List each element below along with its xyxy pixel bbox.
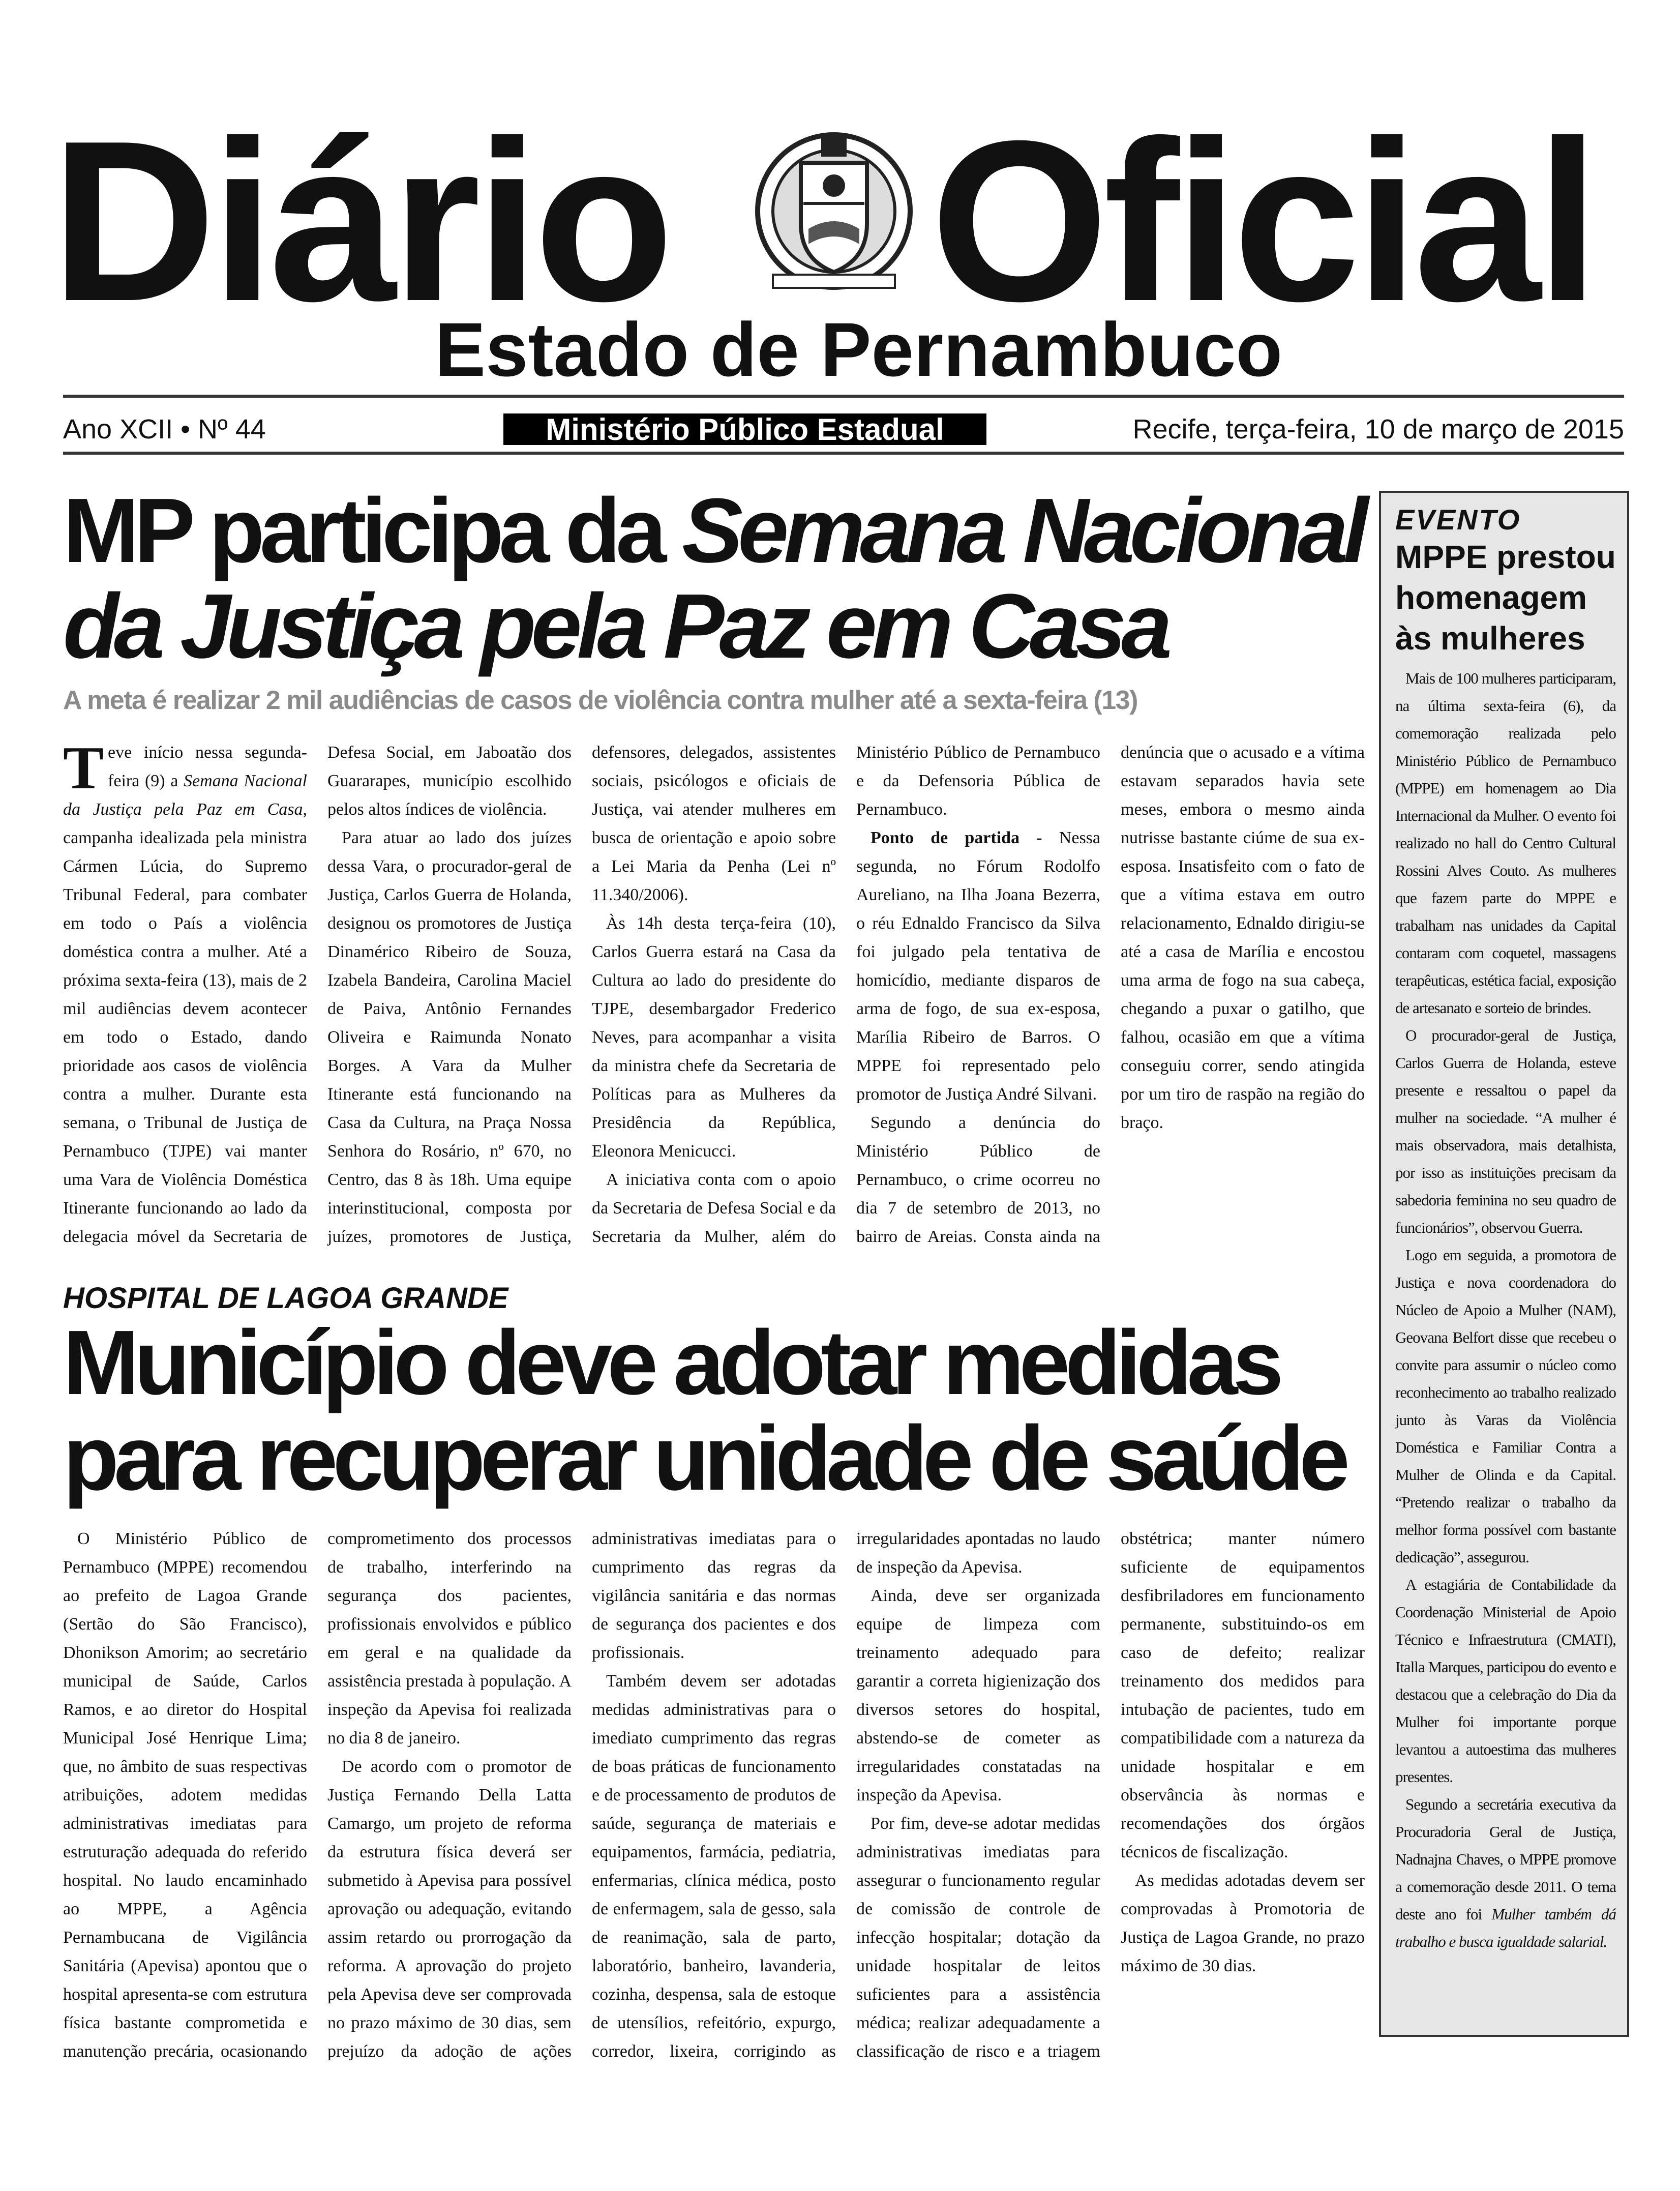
article1-body bbox=[63, 734, 1365, 1251]
article1-paragraph: A iniciativa conta com o apoio da Secretaria de Defesa Social e da Secretaria da Mulher, além do Ministério Público de Pernambuco e da Defensoria Pública de Pernambuco. bbox=[592, 743, 1100, 1246]
top-rule bbox=[63, 395, 1624, 398]
sidebar-paragraph: Mais de 100 mulheres participaram, na última sexta-feira (6), da comemoração realizada pelo Ministério Público de Pernambuco (MPPE) em homenagem ao Dia Internacional da Mulher. O evento foi realizado no hall do Centro Cultural Rossini Alves Couto. As mulheres que fazem parte do MPPE e trabalham nas unidades da Capital contaram com coquetel, massagens terapêuticas, estética facial, exposição de artesanato e sorteio de brindes. bbox=[1395, 669, 1616, 1017]
headline-italic-text: Semana Nacional bbox=[682, 480, 1364, 582]
article1-paragraph: Segundo a denúncia do Ministério Público de Pernambuco, o crime ocorreu no dia 7 de setembro de 2013, no bairro de Areias. Consta ainda na denúncia que o acusado e a vítima estavam separados havia sete meses, embora o mesmo ainda nutrisse bastante ciúme de sua ex-esposa. Insatisfeito com o fato de que a vítima estava em outro relacionamento, Ednaldo dirigiu-se até a casa de Marília e encostou uma arma de fogo na sua cabeça, chegando a puxar o gatilho, que falhou, ocasião em que a vítima conseguiu correr, sendo atingida por um tiro de raspão na região do braço. bbox=[856, 743, 1365, 1246]
sidebar-title-line: MPPE prestou bbox=[1395, 539, 1616, 575]
info-rule bbox=[63, 452, 1624, 455]
article2-kicker: HOSPITAL DE LAGOA GRANDE bbox=[63, 1282, 508, 1315]
section-banner bbox=[503, 413, 986, 445]
sidebar-title-line: às mulheres bbox=[1395, 620, 1585, 657]
article2-paragraph: De acordo com o promotor de Justiça Fernando Della Latta Camargo, um projeto de reforma da estrutura física deverá ser submetido à Apevisa para possível aprovação ou adequação, evitando assim retardo ou prorrogação da reforma. A aprovação do projeto pela Apevisa deve ser comprovada no prazo máximo de 30 dias, sem prejuízo da adoção de ações administrativas imediatas para o cumprimento das regras da vigilância sanitária e das normas de segurança dos pacientes e dos profissionais. bbox=[327, 1529, 836, 2061]
sidebar-paragraph: A estagiária de Contabilidade da Coordenação Ministerial de Apoio Técnico e Infraestrutura (CMATI), Italla Marques, participou do evento e destacou que a celebração do Dia da Mulher foi importante porque levantou a autoestima das mulheres presentes. bbox=[1395, 1576, 1616, 1786]
sidebar-paragraph: Logo em seguida, a promotora de Justiça e nova coordenadora do Núcleo de Apoio a Mulher (NAM), Geovana Belfort disse que recebeu o convite para assumir o núcleo como reconhecimento ao trabalho realizado junto às Varas da Violência Doméstica e Familiar Contra a Mulher de Olinda e da Capital. “Pretendo realizar o trabalho da melhor forma possível com bastante dedicação”, assegurou. bbox=[1395, 1246, 1616, 1566]
article2-paragraph: As medidas adotadas devem ser comprovadas à Promotoria de Justiça de Lagoa Grande, no prazo máximo de 30 dias. bbox=[1121, 1871, 1365, 1975]
sidebar-title-line: homenagem bbox=[1395, 579, 1587, 616]
article2-paragraph: O Ministério Público de Pernambuco (MPPE) recomendou ao prefeito de Lagoa Grande (Sertão do São Francisco), Dhonikson Amorim; ao secretário municipal de Saúde, Carlos Ramos, e ao diretor do Hospital Municipal José Henrique Lima; que, no âmbito de suas respectivas atribuições, adotem medidas administrativas imediatas para estruturação adequada do referido hospital. No laudo encaminhado ao MPPE, a Agência Pernambucana de Vigilância Sanitária (Apevisa) apontou que o hospital apresenta-se com estrutura física bastante comprometida e manutenção precária, ocasionando comprometimento dos processos de trabalho, interferindo na segurança dos pacientes, profissionais envolvidos e público em geral e na qualidade da assistência prestada à população. A inspeção da Apevisa foi realizada no dia 8 de janeiro. bbox=[63, 1529, 572, 2061]
article2-body bbox=[63, 1525, 1365, 2066]
publication-date: Recife, terça-feira, 10 de março de 2015 bbox=[1132, 414, 1624, 445]
article2-paragraph: Também devem ser adotadas medidas administrativas para o imediato cumprimento das regras de boas práticas de funcionamento e de processamento de produtos de saúde, segurança de materiais e equipamentos, farmácia, pediatria, enfermarias, clínica médica, posto de enfermagem, sala de gesso, sala de reanimação, sala de parto, laboratório, banheiro, lavanderia, cozinha, despensa, sala de estoque de utensílios, refeitório, expurgo, corredor, lixeira, corrigindo as irregularidades apontadas no laudo de inspeção da Apevisa. bbox=[592, 1529, 1100, 2061]
article1-paragraph: Ponto de partida - Nessa segunda, no Fórum Rodolfo Aureliano, na Ilha Joana Bezerra, o réu Ednaldo Francisco da Silva foi julgado pela tentativa de homicídio, mediante disparos de arma de fogo, de sua ex-esposa, Marília Ribeiro de Barros. O MPPE foi representado pelo promotor de Justiça André Silvani. bbox=[856, 828, 1101, 1104]
sidebar-paragraph: Segundo a secretária executiva da Procuradoria Geral de Justiça, Nadnajna Chaves, o MPPE promove a comemoração desde 2011. O tema deste ano foi Mulher também dá trabalho e busca igualdade salarial. bbox=[1395, 1795, 1616, 1950]
masthead-title-right: Oficial bbox=[931, 94, 1595, 349]
edition-number: Ano XCII • Nº 44 bbox=[63, 414, 266, 445]
article1-paragraph: Às 14h desta terça-feira (10), Carlos Guerra estará na Casa da Cultura ao lado do presidente do TJPE, desembargador Frederico Neves, para acompanhar a visita da ministra chefe da Secretaria de Políticas para as Mulheres da Presidência da República, Eleonora Menicucci. bbox=[592, 914, 836, 1161]
section-label: Ministério Público Estadual bbox=[546, 412, 944, 447]
sidebar-body bbox=[1395, 665, 1616, 1956]
coat-of-arms-icon bbox=[753, 127, 915, 295]
drop-cap: T bbox=[63, 734, 104, 802]
sidebar-kicker: EVENTO bbox=[1395, 504, 1521, 536]
article1-headline-line2 bbox=[63, 575, 1365, 677]
masthead-subtitle: Estado de Pernambuco bbox=[435, 307, 1283, 392]
article1-paragraph: Para atuar ao lado dos juízes dessa Vara, o procurador-geral de Justiça, Carlos Guerra de Holanda, designou os promotores de Justiça Dinamérico Ribeiro de Souza, Izabela Bandeira, Carolina Maciel de Paiva, Antônio Fernandes Oliveira e Raimunda Nonato Borges. A Vara da Mulher Itinerante está funcionando na Casa da Cultura, na Praça Nossa Senhora do Rosário, nº 670, no Centro, das 8 às 18h. Uma equipe interinstitucional, composta por juízes, promotores de Justiça, defensores, delegados, assistentes sociais, psicólogos e oficiais de Justiça, vai atender mulheres em busca de orientação e apoio sobre a Lei Maria da Penha (Lei nº 11.340/2006). bbox=[327, 743, 836, 1246]
main-content bbox=[63, 480, 1365, 2066]
article1-paragraph: Teve início nessa segunda-feira (9) a Semana Nacional da Justiça pela Paz em Casa, campanha idealizada pela ministra Cármen Lúcia, do Supremo Tribunal Federal, para combater em todo o País a violência doméstica contra a mulher. Até a próxima sexta-feira (13), mais de 2 mil audiências devem acontecer em todo o Estado, dando prioridade aos casos de violência contra a mulher. Durante esta semana, o Tribunal de Justiça de Pernambuco (TJPE) vai manter uma Vara de Violência Doméstica Itinerante funcionando ao lado da delegacia móvel da Secretaria de Defesa Social, em Jaboatão dos Guararapes, município escolhido pelos altos índices de violência. bbox=[63, 734, 572, 1246]
headline-text: MP participa da bbox=[63, 480, 682, 582]
masthead-title-left: Diário bbox=[51, 94, 669, 349]
coat-of-arms-emblem bbox=[753, 127, 915, 295]
article1-deck: A meta é realizar 2 mil audiências de casos de violência contra mulher até a sexta-feira (13) bbox=[63, 686, 1137, 715]
sidebar-paragraph: O procurador-geral de Justiça, Carlos Guerra de Holanda, esteve presente e ressaltou o papel da mulher na sociedade. “A mulher é mais observadora, mais detalhista, por isso as instituições precisam da sabedoria feminina no seu quadro de funcionários”, observou Guerra. bbox=[1395, 1026, 1616, 1236]
subhead: Ponto de partida - bbox=[871, 828, 1042, 847]
article2-paragraph: Ainda, deve ser organizada equipe de limpeza com treinamento adequado para garantir a correta higienização dos diversos setores do hospital, abstendo-se de cometer as irregularidades constatadas na inspeção da Apevisa. bbox=[856, 1586, 1100, 1804]
article1-headline-line1 bbox=[63, 480, 1365, 582]
sidebar-box bbox=[1379, 491, 1629, 2037]
article2-headline-line1: Município deve adotar medidas bbox=[63, 1312, 1279, 1414]
article2-headline-line2: para recuperar unidade de saúde bbox=[63, 1407, 1345, 1509]
headline-italic-text: da Justiça pela Paz em Casa bbox=[63, 575, 1167, 677]
article2-paragraph: Por fim, deve-se adotar medidas administrativas imediatas para assegurar o funcionamento regular de comissão de controle de infecção hospitalar; dotação da unidade hospitalar de leitos suficientes para a assistência médica; realizar adequadamente a classificação de risco e a triagem obstétrica; manter número suficiente de equipamentos desfibriladores em funcionamento permanente, substituindo-os em caso de defeito; realizar treinamento dos medidos para intubação de pacientes, tudo em compatibilidade com a natureza da unidade hospitalar e em observância às normas e recomendações dos órgãos técnicos de fiscalização. bbox=[856, 1529, 1365, 2061]
